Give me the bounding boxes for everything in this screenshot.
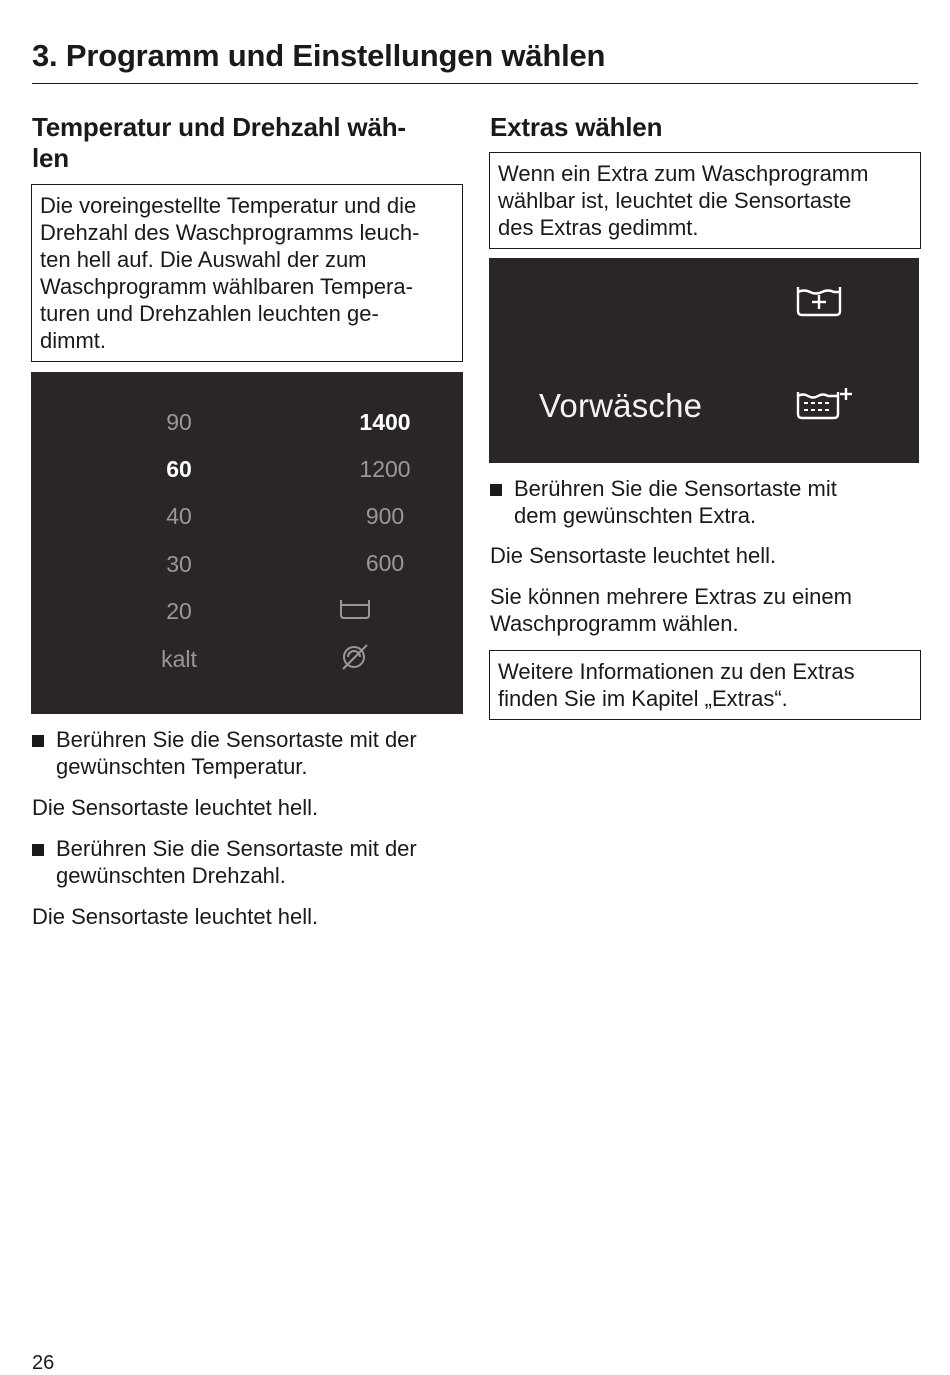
note-box-extras xyxy=(489,152,921,249)
note-line: turen und Drehzahlen leuchten ge- xyxy=(40,301,379,326)
heading-line: Temperatur und Drehzahl wäh- xyxy=(32,112,406,142)
info-line: Sie können mehrere Extras zu einem xyxy=(490,584,852,609)
note-line: Weitere Informationen zu den Extras xyxy=(498,659,855,684)
info-text xyxy=(490,583,852,637)
control-panel-temperature-spin xyxy=(31,372,463,714)
result-text: Die Sensortaste leuchtet hell. xyxy=(32,795,319,820)
note-line: finden Sie im Kapitel „Extras“. xyxy=(498,686,788,711)
section-heading-extras: Extras wählen xyxy=(490,112,663,142)
page-title: 3. Programm und Einstellungen wählen xyxy=(32,38,606,73)
temperature-key-30[interactable]: 30 xyxy=(166,551,192,577)
temperature-key-90[interactable]: 90 xyxy=(166,409,192,435)
temperature-key-40[interactable]: 40 xyxy=(166,503,192,529)
bullet-icon xyxy=(32,844,44,856)
prewash-plus-icon[interactable] xyxy=(794,386,854,422)
heading-line: len xyxy=(32,143,69,173)
spin-key-1200[interactable]: 1200 xyxy=(359,456,411,482)
spin-key-1400[interactable]: 1400 xyxy=(359,409,411,435)
temperature-key-20[interactable]: 20 xyxy=(166,598,192,624)
section-heading-temperature xyxy=(32,112,406,174)
note-line: dimmt. xyxy=(40,328,106,353)
spin-key-900[interactable]: 900 xyxy=(365,503,405,529)
instruction-step-temperature xyxy=(32,726,472,780)
extra-plus-tub-icon[interactable] xyxy=(794,284,844,318)
note-line: wählbar ist, leuchtet die Sensortaste xyxy=(498,188,852,213)
prewash-label: Vorwäsche xyxy=(539,387,703,424)
rinse-hold-icon[interactable] xyxy=(338,598,372,620)
control-panel-extras xyxy=(489,258,919,463)
page-number: 26 xyxy=(32,1352,55,1374)
note-box-extras-info xyxy=(489,650,921,720)
instruction-line: Berühren Sie die Sensortaste mit der xyxy=(56,836,417,861)
instruction-line: gewünschten Temperatur. xyxy=(56,754,308,779)
title-divider xyxy=(32,83,918,84)
instruction-step-spin xyxy=(32,835,472,889)
note-line: Drehzahl des Waschprogramms leuch- xyxy=(40,220,420,245)
bullet-icon xyxy=(490,484,502,496)
note-line: Wenn ein Extra zum Waschprogramm xyxy=(498,161,869,186)
no-spin-icon[interactable] xyxy=(338,642,372,672)
spin-key-600[interactable]: 600 xyxy=(365,550,405,576)
result-text: Die Sensortaste leuchtet hell. xyxy=(32,904,319,929)
instruction-line: dem gewünschten Extra. xyxy=(514,503,757,528)
note-line: Die voreingestellte Temperatur und die xyxy=(40,193,417,218)
instruction-line: Berühren Sie die Sensortaste mit der xyxy=(56,727,417,752)
bullet-icon xyxy=(32,735,44,747)
instruction-line: gewünschten Drehzahl. xyxy=(56,863,286,888)
note-line: des Extras gedimmt. xyxy=(498,215,699,240)
temperature-key-60[interactable]: 60 xyxy=(166,456,192,482)
info-line: Waschprogramm wählen. xyxy=(490,611,739,636)
result-text: Die Sensortaste leuchtet hell. xyxy=(490,543,777,568)
note-box-temperature xyxy=(31,184,463,362)
instruction-line: Berühren Sie die Sensortaste mit xyxy=(514,476,837,501)
instruction-step-extra xyxy=(490,475,930,529)
temperature-key-kalt[interactable]: kalt xyxy=(161,646,197,672)
note-line: ten hell auf. Die Auswahl der zum xyxy=(40,247,367,272)
note-line: Waschprogramm wählbaren Tempera- xyxy=(40,274,413,299)
